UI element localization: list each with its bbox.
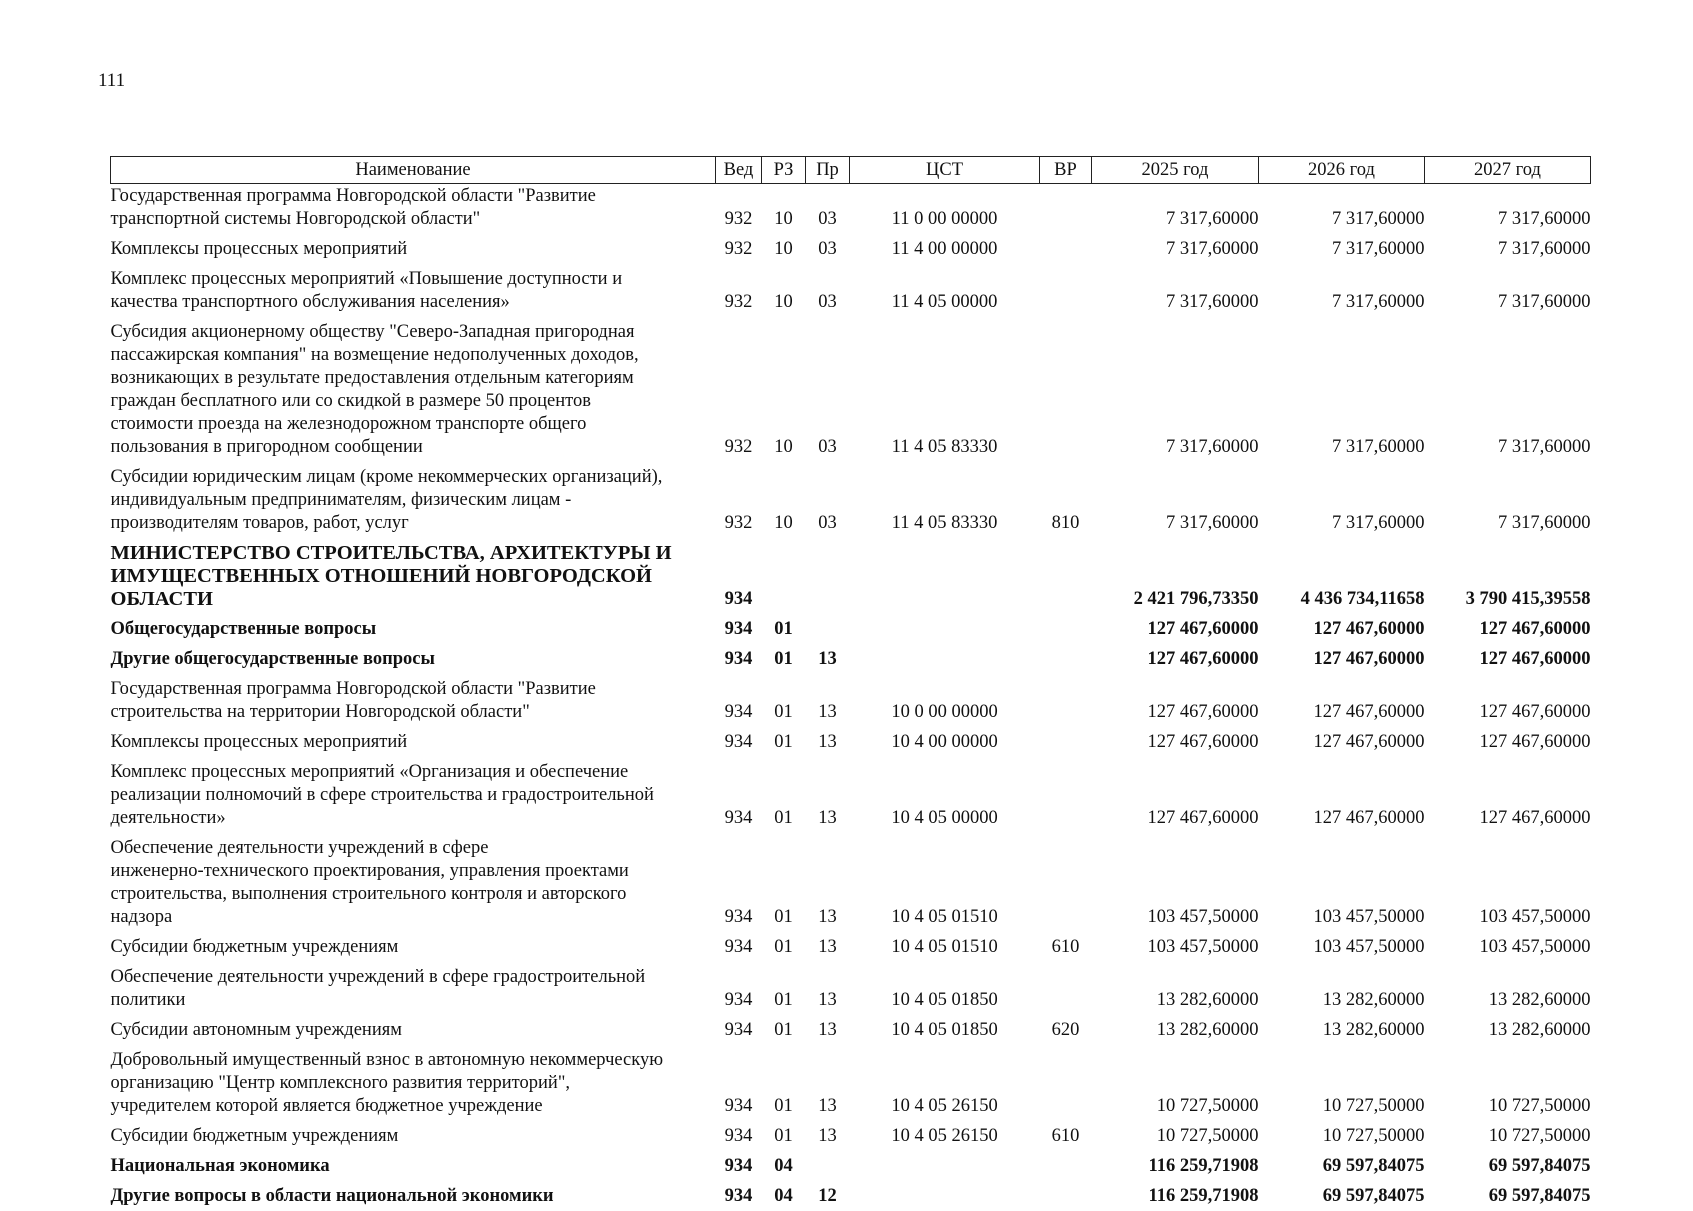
ved-cell: 932 — [716, 264, 762, 317]
amount-2027: 127 467,60000 — [1425, 757, 1591, 833]
row-name — [111, 932, 716, 962]
ved-cell: 932 — [716, 317, 762, 462]
table-row — [111, 538, 1591, 614]
ved-cell: 934 — [716, 1015, 762, 1045]
rz-cell: 01 — [762, 614, 806, 644]
amount-2025: 13 282,60000 — [1092, 1015, 1259, 1045]
row-name-line: ИМУЩЕСТВЕННЫХ ОТНОШЕНИЙ НОВГОРОДСКОЙ — [111, 565, 716, 588]
ved-cell: 934 — [716, 962, 762, 1015]
row-name-line: Национальная экономика — [111, 1155, 716, 1178]
amount-2026: 13 282,60000 — [1259, 962, 1425, 1015]
ved-cell: 934 — [716, 644, 762, 674]
row-name-line: Государственная программа Новгородской области "Развитие — [111, 185, 716, 208]
amount-2026: 127 467,60000 — [1259, 674, 1425, 727]
row-name — [111, 234, 716, 264]
pr-cell: 03 — [806, 234, 850, 264]
row-name-line: пассажирская компания" на возмещение недополученных доходов, — [111, 344, 716, 367]
amount-2026: 127 467,60000 — [1259, 614, 1425, 644]
vr-cell — [1040, 184, 1092, 235]
row-name-line: строительства на территории Новгородской области" — [111, 701, 716, 724]
ved-cell: 934 — [716, 757, 762, 833]
row-name-line: инженерно-технического проектирования, управления проектами — [111, 860, 716, 883]
row-name-line: надзора — [111, 906, 716, 929]
row-name — [111, 1181, 716, 1211]
amount-2026: 7 317,60000 — [1259, 234, 1425, 264]
amount-2027: 7 317,60000 — [1425, 234, 1591, 264]
amount-2027: 3 790 415,39558 — [1425, 538, 1591, 614]
pr-cell: 13 — [806, 932, 850, 962]
table-row — [111, 1121, 1591, 1151]
amount-2026: 7 317,60000 — [1259, 264, 1425, 317]
row-name-line: стоимости проезда на железнодорожном транспорте общего — [111, 413, 716, 436]
amount-2025: 127 467,60000 — [1092, 727, 1259, 757]
amount-2026: 10 727,50000 — [1259, 1121, 1425, 1151]
table-row — [111, 234, 1591, 264]
cst-cell — [850, 1181, 1040, 1211]
table-row — [111, 614, 1591, 644]
row-name-line: Субсидия акционерному обществу "Северо-Западная пригородная — [111, 321, 716, 344]
table-row — [111, 727, 1591, 757]
vr-cell — [1040, 644, 1092, 674]
row-name — [111, 727, 716, 757]
amount-2025: 103 457,50000 — [1092, 932, 1259, 962]
ved-cell: 934 — [716, 614, 762, 644]
pr-cell: 13 — [806, 727, 850, 757]
amount-2027: 10 727,50000 — [1425, 1045, 1591, 1121]
row-name-line: граждан бесплатного или со скидкой в размере 50 процентов — [111, 390, 716, 413]
vr-cell — [1040, 614, 1092, 644]
amount-2026: 69 597,84075 — [1259, 1151, 1425, 1181]
cst-cell: 11 4 00 00000 — [850, 234, 1040, 264]
ved-cell: 932 — [716, 234, 762, 264]
table-row — [111, 932, 1591, 962]
row-name — [111, 962, 716, 1015]
row-name-line: Комплексы процессных мероприятий — [111, 731, 716, 754]
cst-cell — [850, 1151, 1040, 1181]
amount-2025: 127 467,60000 — [1092, 674, 1259, 727]
table-row — [111, 644, 1591, 674]
pr-cell: 13 — [806, 962, 850, 1015]
amount-2027: 10 727,50000 — [1425, 1121, 1591, 1151]
row-name-line: Другие вопросы в области национальной экономики — [111, 1185, 716, 1208]
row-name-line: учредителем которой является бюджетное учреждение — [111, 1095, 716, 1118]
vr-cell: 620 — [1040, 1015, 1092, 1045]
amount-2025: 103 457,50000 — [1092, 833, 1259, 932]
amount-2027: 69 597,84075 — [1425, 1151, 1591, 1181]
amount-2026: 127 467,60000 — [1259, 644, 1425, 674]
ved-cell: 934 — [716, 1181, 762, 1211]
table-row — [111, 462, 1591, 538]
cst-cell: 10 4 05 26150 — [850, 1045, 1040, 1121]
vr-cell — [1040, 317, 1092, 462]
pr-cell: 13 — [806, 1015, 850, 1045]
vr-cell: 810 — [1040, 462, 1092, 538]
amount-2025: 7 317,60000 — [1092, 184, 1259, 235]
pr-cell: 13 — [806, 1045, 850, 1121]
vr-cell — [1040, 538, 1092, 614]
row-name — [111, 184, 716, 235]
row-name — [111, 1121, 716, 1151]
vr-cell: 610 — [1040, 1121, 1092, 1151]
pr-cell: 03 — [806, 317, 850, 462]
ved-cell: 934 — [716, 1045, 762, 1121]
amount-2025: 127 467,60000 — [1092, 614, 1259, 644]
row-name-line: возникающих в результате предоставления отдельным категориям — [111, 367, 716, 390]
row-name — [111, 264, 716, 317]
ved-cell: 934 — [716, 727, 762, 757]
table-row — [111, 1181, 1591, 1211]
vr-cell: 610 — [1040, 932, 1092, 962]
row-name-line: деятельности» — [111, 807, 716, 830]
cst-cell — [850, 614, 1040, 644]
table-row — [111, 833, 1591, 932]
pr-cell — [806, 538, 850, 614]
rz-cell: 04 — [762, 1151, 806, 1181]
row-name — [111, 757, 716, 833]
row-name-line: Государственная программа Новгородской области "Развитие — [111, 678, 716, 701]
amount-2026: 7 317,60000 — [1259, 317, 1425, 462]
header-2026: 2026 год — [1259, 157, 1425, 184]
amount-2025: 116 259,71908 — [1092, 1181, 1259, 1211]
amount-2025: 7 317,60000 — [1092, 317, 1259, 462]
rz-cell: 01 — [762, 757, 806, 833]
amount-2025: 13 282,60000 — [1092, 962, 1259, 1015]
cst-cell: 10 4 05 01850 — [850, 962, 1040, 1015]
vr-cell — [1040, 674, 1092, 727]
row-name-line: Субсидии автономным учреждениям — [111, 1019, 716, 1042]
ved-cell: 932 — [716, 184, 762, 235]
row-name-line: Обеспечение деятельности учреждений в сфере — [111, 837, 716, 860]
header-ved: Вед — [716, 157, 762, 184]
row-name-line: Комплекс процессных мероприятий «Повышение доступности и — [111, 268, 716, 291]
row-name-line: Комплекс процессных мероприятий «Организация и обеспечение — [111, 761, 716, 784]
rz-cell: 01 — [762, 962, 806, 1015]
table-row — [111, 317, 1591, 462]
row-name-line: Субсидии бюджетным учреждениям — [111, 936, 716, 959]
amount-2027: 13 282,60000 — [1425, 1015, 1591, 1045]
row-name — [111, 1151, 716, 1181]
row-name-line: качества транспортного обслуживания населения» — [111, 291, 716, 314]
vr-cell — [1040, 1151, 1092, 1181]
row-name-line: Добровольный имущественный взнос в автономную некоммерческую — [111, 1049, 716, 1072]
row-name — [111, 1015, 716, 1045]
rz-cell: 01 — [762, 644, 806, 674]
amount-2027: 7 317,60000 — [1425, 462, 1591, 538]
table-row — [111, 1045, 1591, 1121]
cst-cell: 10 4 05 00000 — [850, 757, 1040, 833]
header-cst: ЦСТ — [850, 157, 1040, 184]
pr-cell: 13 — [806, 644, 850, 674]
cst-cell: 11 4 05 83330 — [850, 317, 1040, 462]
cst-cell: 10 4 05 01850 — [850, 1015, 1040, 1045]
rz-cell: 04 — [762, 1181, 806, 1211]
amount-2027: 127 467,60000 — [1425, 727, 1591, 757]
rz-cell — [762, 538, 806, 614]
row-name-line: МИНИСТЕРСТВО СТРОИТЕЛЬСТВА, АРХИТЕКТУРЫ И — [111, 542, 716, 565]
amount-2027: 127 467,60000 — [1425, 674, 1591, 727]
row-name — [111, 462, 716, 538]
ved-cell: 934 — [716, 1121, 762, 1151]
row-name-line: транспортной системы Новгородской области" — [111, 208, 716, 231]
vr-cell — [1040, 727, 1092, 757]
cst-cell: 10 4 00 00000 — [850, 727, 1040, 757]
pr-cell: 03 — [806, 462, 850, 538]
row-name — [111, 538, 716, 614]
amount-2027: 7 317,60000 — [1425, 264, 1591, 317]
amount-2027: 7 317,60000 — [1425, 184, 1591, 235]
header-2027: 2027 год — [1425, 157, 1591, 184]
ved-cell: 934 — [716, 833, 762, 932]
cst-cell — [850, 538, 1040, 614]
vr-cell — [1040, 1045, 1092, 1121]
amount-2026: 4 436 734,11658 — [1259, 538, 1425, 614]
table-row — [111, 757, 1591, 833]
amount-2027: 127 467,60000 — [1425, 644, 1591, 674]
amount-2026: 10 727,50000 — [1259, 1045, 1425, 1121]
rz-cell: 10 — [762, 462, 806, 538]
pr-cell: 13 — [806, 674, 850, 727]
cst-cell: 11 0 00 00000 — [850, 184, 1040, 235]
header-2025: 2025 год — [1092, 157, 1259, 184]
amount-2025: 7 317,60000 — [1092, 234, 1259, 264]
header-rz: РЗ — [762, 157, 806, 184]
pr-cell: 13 — [806, 1121, 850, 1151]
amount-2026: 69 597,84075 — [1259, 1181, 1425, 1211]
row-name-line: производителям товаров, работ, услуг — [111, 512, 716, 535]
cst-cell: 10 4 05 01510 — [850, 932, 1040, 962]
amount-2025: 10 727,50000 — [1092, 1121, 1259, 1151]
vr-cell — [1040, 962, 1092, 1015]
table-row — [111, 1015, 1591, 1045]
rz-cell: 01 — [762, 1045, 806, 1121]
amount-2027: 69 597,84075 — [1425, 1181, 1591, 1211]
header-name: Наименование — [111, 157, 716, 184]
cst-cell: 10 4 05 26150 — [850, 1121, 1040, 1151]
amount-2026: 127 467,60000 — [1259, 727, 1425, 757]
amount-2026: 127 467,60000 — [1259, 757, 1425, 833]
ved-cell: 932 — [716, 462, 762, 538]
row-name — [111, 674, 716, 727]
amount-2027: 127 467,60000 — [1425, 614, 1591, 644]
amount-2026: 7 317,60000 — [1259, 462, 1425, 538]
table-header — [111, 157, 1591, 184]
row-name-line: строительства, выполнения строительного контроля и авторского — [111, 883, 716, 906]
rz-cell: 01 — [762, 1015, 806, 1045]
amount-2025: 2 421 796,73350 — [1092, 538, 1259, 614]
cst-cell: 10 4 05 01510 — [850, 833, 1040, 932]
rz-cell: 10 — [762, 317, 806, 462]
cst-cell — [850, 644, 1040, 674]
table-row — [111, 962, 1591, 1015]
amount-2025: 10 727,50000 — [1092, 1045, 1259, 1121]
row-name — [111, 833, 716, 932]
row-name-line: Субсидии юридическим лицам (кроме некоммерческих организаций), — [111, 466, 716, 489]
row-name — [111, 614, 716, 644]
row-name-line: пользования в пригородном сообщении — [111, 436, 716, 459]
amount-2025: 7 317,60000 — [1092, 264, 1259, 317]
amount-2026: 103 457,50000 — [1259, 932, 1425, 962]
amount-2027: 7 317,60000 — [1425, 317, 1591, 462]
pr-cell: 13 — [806, 757, 850, 833]
amount-2026: 7 317,60000 — [1259, 184, 1425, 235]
budget-table — [110, 156, 1591, 1211]
amount-2025: 7 317,60000 — [1092, 462, 1259, 538]
cst-cell: 10 0 00 00000 — [850, 674, 1040, 727]
table-body — [111, 184, 1591, 1211]
ved-cell: 934 — [716, 538, 762, 614]
vr-cell — [1040, 264, 1092, 317]
rz-cell: 01 — [762, 932, 806, 962]
amount-2026: 13 282,60000 — [1259, 1015, 1425, 1045]
amount-2025: 127 467,60000 — [1092, 644, 1259, 674]
row-name-line: ОБЛАСТИ — [111, 588, 716, 611]
ved-cell: 934 — [716, 932, 762, 962]
ved-cell: 934 — [716, 1151, 762, 1181]
row-name-line: организацию "Центр комплексного развития территорий", — [111, 1072, 716, 1095]
page-number: 111 — [98, 70, 125, 92]
row-name-line: Комплексы процессных мероприятий — [111, 238, 716, 261]
vr-cell — [1040, 234, 1092, 264]
row-name-line: политики — [111, 989, 716, 1012]
amount-2025: 116 259,71908 — [1092, 1151, 1259, 1181]
cst-cell: 11 4 05 83330 — [850, 462, 1040, 538]
vr-cell — [1040, 757, 1092, 833]
pr-cell: 12 — [806, 1181, 850, 1211]
pr-cell: 13 — [806, 833, 850, 932]
amount-2027: 103 457,50000 — [1425, 833, 1591, 932]
cst-cell: 11 4 05 00000 — [850, 264, 1040, 317]
row-name-line: Другие общегосударственные вопросы — [111, 648, 716, 671]
row-name-line: индивидуальным предпринимателям, физическим лицам - — [111, 489, 716, 512]
row-name — [111, 644, 716, 674]
table-row — [111, 1151, 1591, 1181]
row-name-line: Субсидии бюджетным учреждениям — [111, 1125, 716, 1148]
header-pr: Пр — [806, 157, 850, 184]
rz-cell: 01 — [762, 833, 806, 932]
rz-cell: 01 — [762, 1121, 806, 1151]
row-name — [111, 317, 716, 462]
pr-cell — [806, 1151, 850, 1181]
pr-cell — [806, 614, 850, 644]
table-row — [111, 184, 1591, 235]
vr-cell — [1040, 833, 1092, 932]
amount-2026: 103 457,50000 — [1259, 833, 1425, 932]
header-vr: ВР — [1040, 157, 1092, 184]
pr-cell: 03 — [806, 184, 850, 235]
amount-2027: 13 282,60000 — [1425, 962, 1591, 1015]
ved-cell: 934 — [716, 674, 762, 727]
rz-cell: 01 — [762, 727, 806, 757]
table-row — [111, 674, 1591, 727]
amount-2025: 127 467,60000 — [1092, 757, 1259, 833]
table-row — [111, 264, 1591, 317]
vr-cell — [1040, 1181, 1092, 1211]
row-name-line: реализации полномочий в сфере строительства и градостроительной — [111, 784, 716, 807]
pr-cell: 03 — [806, 264, 850, 317]
rz-cell: 10 — [762, 234, 806, 264]
rz-cell: 10 — [762, 184, 806, 235]
amount-2027: 103 457,50000 — [1425, 932, 1591, 962]
row-name — [111, 1045, 716, 1121]
row-name-line: Обеспечение деятельности учреждений в сфере градостроительной — [111, 966, 716, 989]
rz-cell: 10 — [762, 264, 806, 317]
row-name-line: Общегосударственные вопросы — [111, 618, 716, 641]
rz-cell: 01 — [762, 674, 806, 727]
